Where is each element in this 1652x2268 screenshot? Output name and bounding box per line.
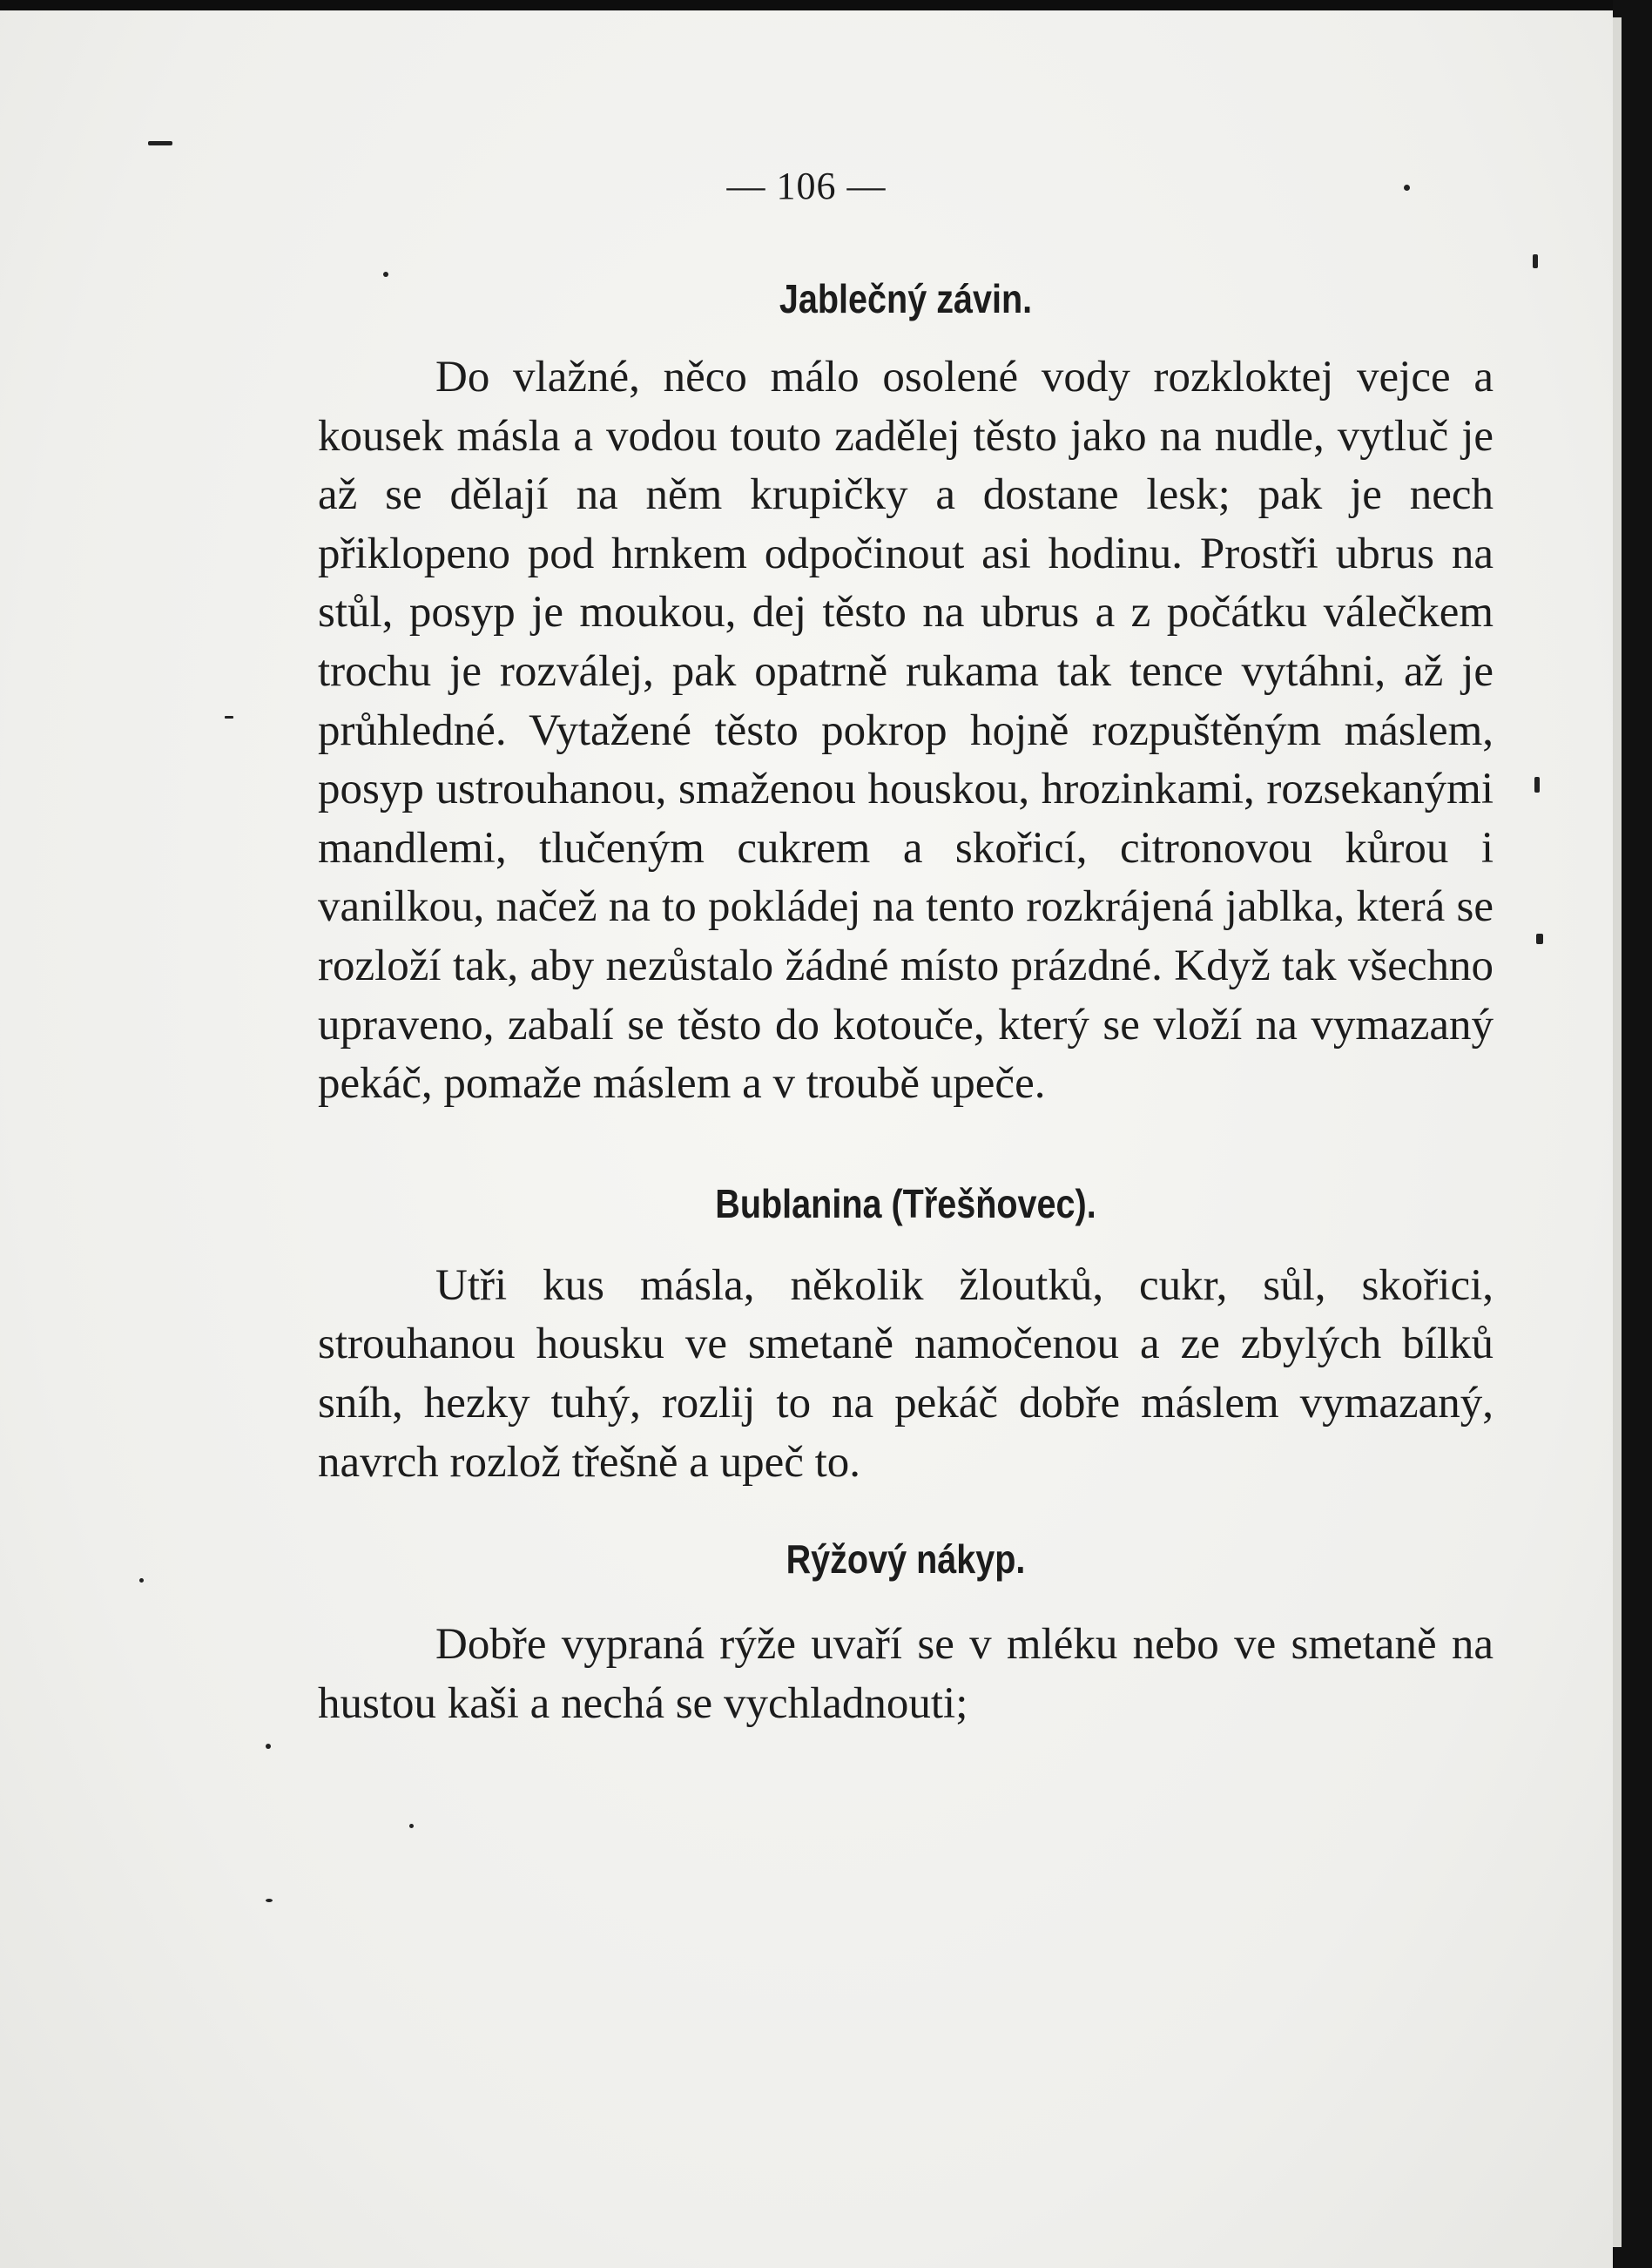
- recipe-text-apple-strudel: Do vlažné, něco málo osolené vody rozkloktej vejce a kousek másla a vodou touto zadělej těsto jako na nudle, vytluč je až se dělají na něm krupičky a dostane lesk; pak je nech přiklopeno pod hrnkem odpočinout asi hodinu. Prostři ubrus na stůl, posyp je moukou, dej těsto na ubrus a z počátku válečkem trochu je rozválej, pak opatrně rukama tak tence vytáhni, až je průhledné. Vytažené těsto pokrop hojně rozpuštěným máslem, posyp ustrouhanou, smaženou houskou, hrozinkami, rozsekanými mandlemi, tlučeným cukrem a skořicí, citronovou kůrou i vanilkou, načež na to pokládej na tento rozkrájená jablka, která se rozloží tak, aby nezůstalo žádné místo prázdné. Když tak všechno upraveno, zabalí se těsto do kotouče, který se vloží na vymazaný pekáč, pomaže máslem a v troubě upeče.: [318, 353, 1494, 1109]
- recipe-heading-bublanina: Bublanina (Třešňovec).: [715, 1180, 1096, 1226]
- page-content: [318, 270, 1494, 1733]
- book-binding: [1613, 0, 1652, 2268]
- recipe-text-bublanina: Utři kus másla, několik žloutků, cukr, sůl, skořici, strouhanou housku ve smetaně namočenou a ze zbylých bílků sníh, hezky tuhý, rozlij to na pekáč dobře máslem vymazaný, navrch rozlož třešně a upeč to.: [318, 1260, 1494, 1487]
- ink-speck: [225, 716, 233, 719]
- recipe-heading-apple-strudel: Jablečný závin.: [779, 276, 1033, 321]
- ink-speck: [1534, 777, 1540, 793]
- ink-speck: [1536, 934, 1543, 944]
- recipe-text-rice-pudding: Dobře vypraná rýže uvaří se v mléku nebo ve smetaně na hustou kaši a nechá se vychladnouti;: [318, 1620, 1494, 1728]
- ink-speck: [266, 1744, 271, 1749]
- ink-speck: [266, 1899, 273, 1902]
- ink-speck: [139, 1578, 144, 1583]
- page-number: — 106 —: [726, 165, 887, 207]
- page-edge: [1613, 17, 1622, 2247]
- ink-speck: [409, 1824, 414, 1828]
- recipe-heading-rice-pudding: Rýžový nákyp.: [786, 1536, 1026, 1583]
- ink-speck: [1533, 254, 1538, 268]
- ink-speck: [148, 141, 172, 145]
